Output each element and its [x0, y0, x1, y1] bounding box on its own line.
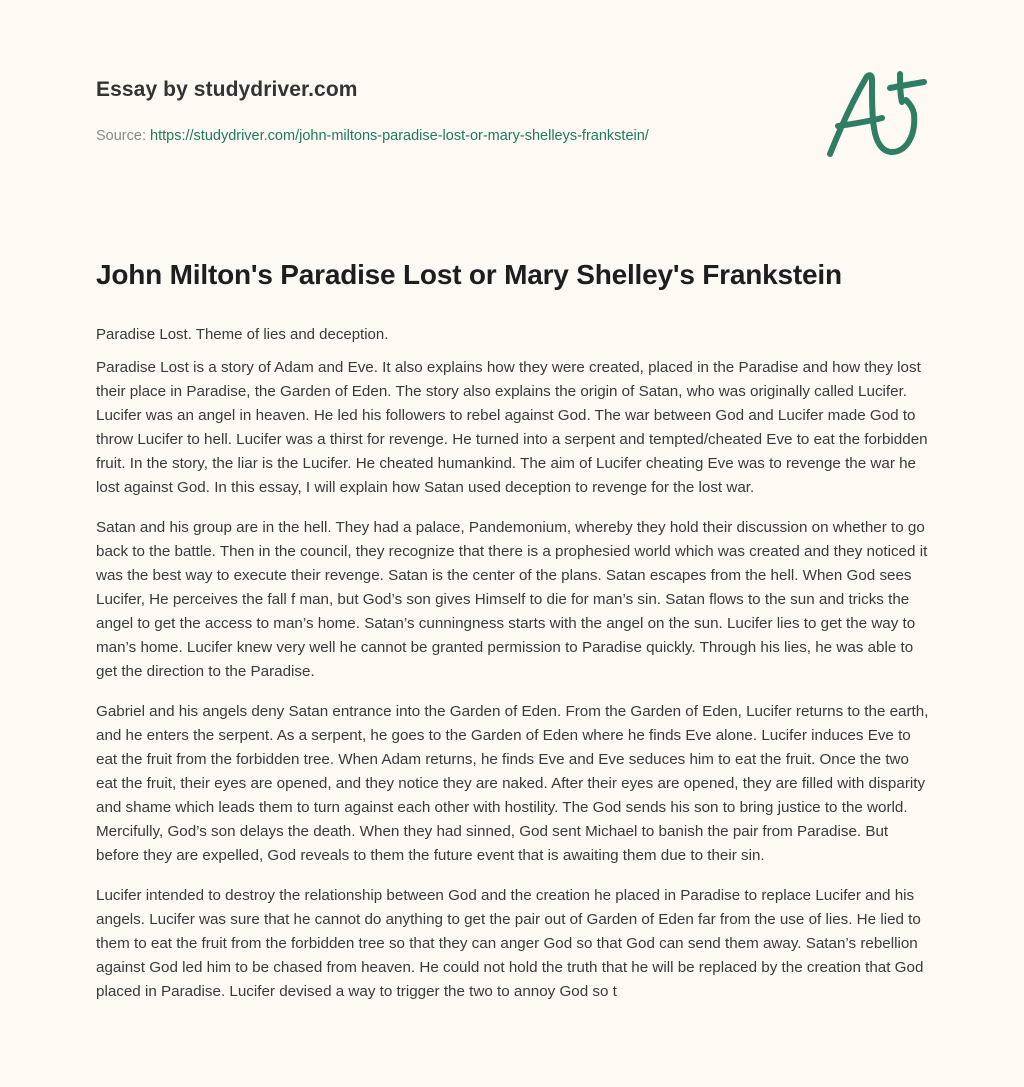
- essay-content: [96, 256, 932, 1004]
- essay-paragraph: Lucifer intended to destroy the relationship between God and the creation he placed in Paradise to replace Lucifer and his angels. Lucifer was sure that he cannot do anything to get the pair out of Garden of Eden far from the use of lies. He lied to them to eat the fruit from the forbidden tree so that they can anger God so that God can send them away. Satan’s rebellion against God led him to be chased from heaven. He could not hold the truth that he will be replaced by the creation that God placed in Paradise. Lucifer devised a way to trigger the two to annoy God so t: [96, 887, 924, 1000]
- essay-subtitle: Paradise Lost. Theme of lies and deception.: [96, 326, 389, 343]
- essay-title: John Milton's Paradise Lost or Mary Shelley's Frankstein: [96, 259, 842, 290]
- source-label: Source:: [96, 128, 146, 144]
- a-plus-grade-icon: [820, 64, 930, 168]
- essay-paragraph: Satan and his group are in the hell. They had a palace, Pandemonium, whereby they hold their discussion on whether to go back to the battle. Then in the council, they recognize that there is a prophesied world which was created and they noticed it was the best way to execute their revenge. Satan is the center of the plans. Satan escapes from the hell. When God sees Lucifer, He perceives the fall f man, but God’s son gives Himself to die for man’s sin. Satan flows to the sun and tricks the angel to get the access to man’s home. Satan’s cunningness starts with the angel on the sun. Lucifer lies to get the way to man’s home. Lucifer knew very well he cannot be granted permission to Paradise quickly. Through his lies, he was able to get the direction to the Paradise.: [96, 519, 928, 680]
- source-line: [96, 126, 796, 146]
- page-header: [96, 76, 796, 146]
- source-link[interactable]: https://studydriver.com/john-miltons-paradise-lost-or-mary-shelleys-frankstein/: [150, 128, 649, 144]
- essay-paragraph: Paradise Lost is a story of Adam and Eve. It also explains how they were created, placed in the Paradise and how they lost their place in Paradise, the Garden of Eden. The story also explains the origin of Satan, who was originally called Lucifer. Lucifer was an angel in heaven. He led his followers to rebel against God. The war between God and Lucifer made God to throw Lucifer to hell. Lucifer was a thirst for revenge. He turned into a serpent and tempted/cheated Eve to eat the forbidden fruit. In the story, the liar is the Lucifer. He cheated humankind. The aim of Lucifer cheating Eve was to revenge the war he lost against God. In this essay, I will explain how Satan used deception to revenge for the lost war.: [96, 359, 928, 496]
- site-title: Essay by studydriver.com: [96, 78, 358, 101]
- essay-paragraph: Gabriel and his angels deny Satan entrance into the Garden of Eden. From the Garden of Eden, Lucifer returns to the earth, and he enters the serpent. As a serpent, he goes to the Garden of Eden where he finds Eve alone. Lucifer induces Eve to eat the fruit from the forbidden tree. When Adam returns, he finds Eve and Eve seduces him to eat the fruit. Once the two eat the fruit, their eyes are opened, and they notice they are naked. After their eyes are opened, they are filled with disparity and shame which leads them to turn against each other with hostility. The God sends his son to bring justice to the world. Mercifully, God’s son delays the death. When they had sinned, God sent Michael to banish the pair from Paradise. But before they are expelled, God reveals to them the future event that is awaiting them due to their sin.: [96, 703, 929, 864]
